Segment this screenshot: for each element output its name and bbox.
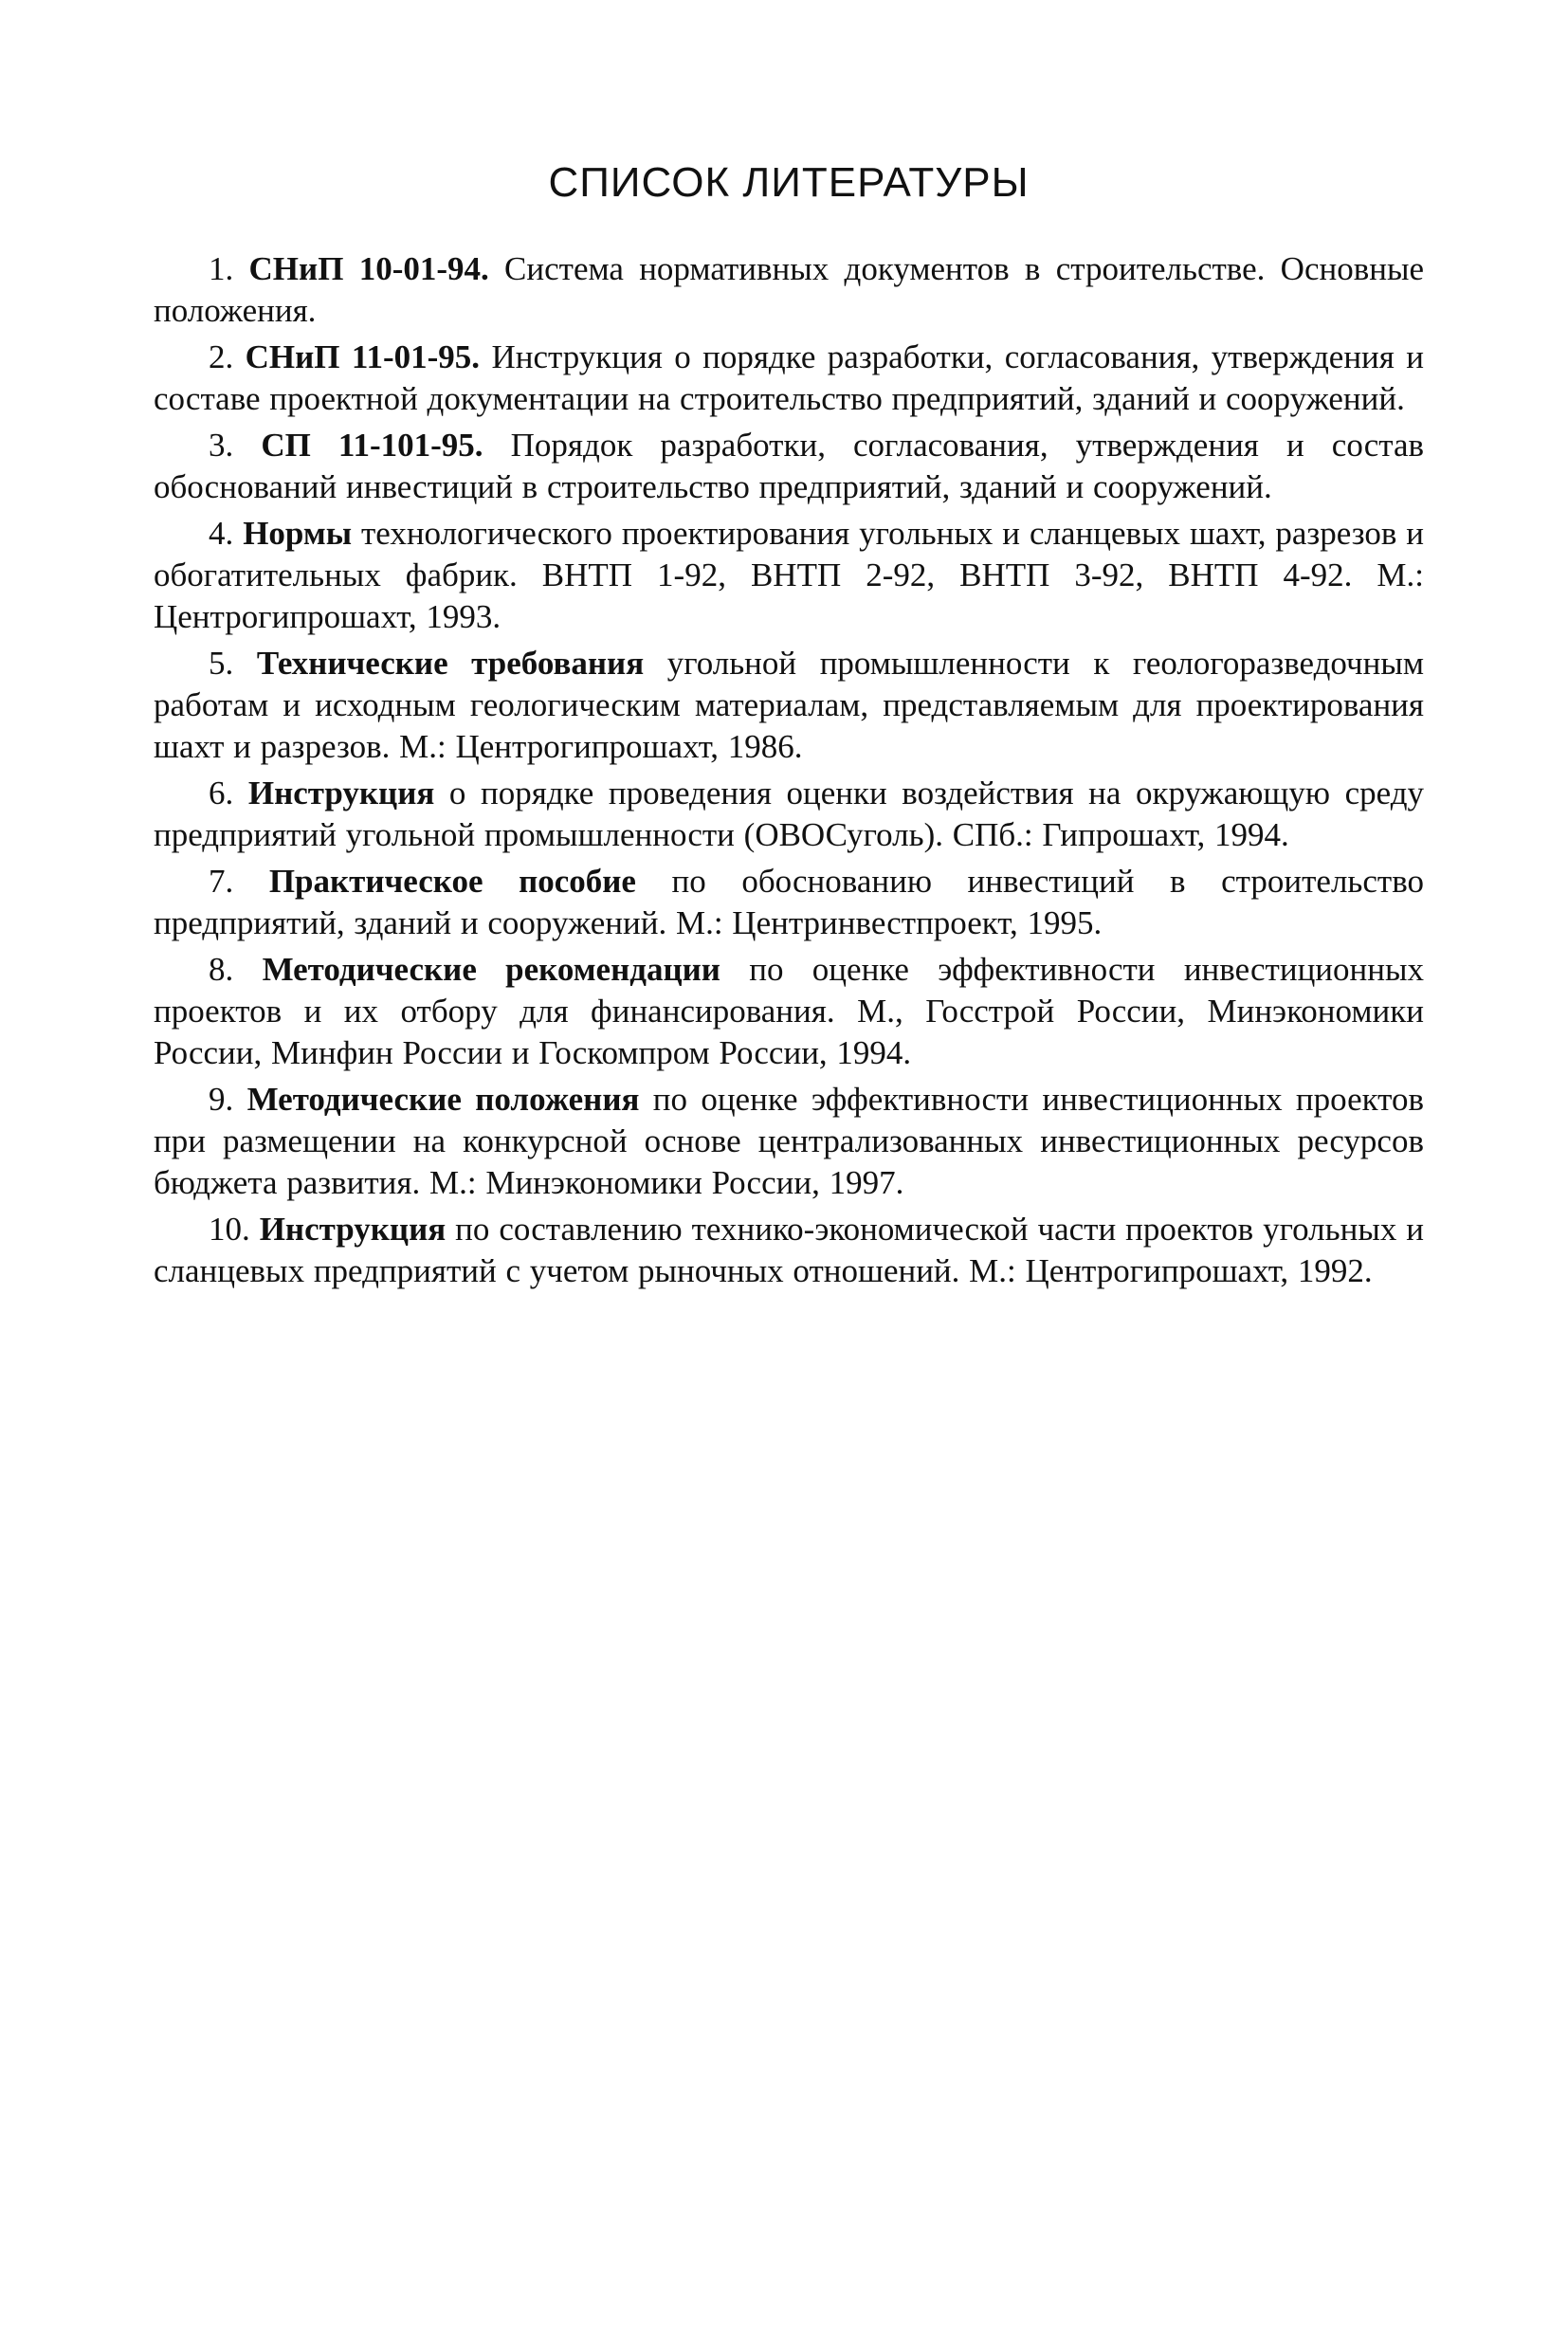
reference-key: Инструкция xyxy=(259,1211,447,1248)
reference-text: по обоснованию инвестиций в строительство предприятий, зданий и сооружений. М.: Центринвестпроект, 1995. xyxy=(154,863,1424,941)
page xyxy=(154,142,1424,1297)
reference-item-9 xyxy=(154,1079,1424,1204)
reference-key: Практическое пособие xyxy=(268,863,636,900)
reference-item-4 xyxy=(154,513,1424,638)
reference-key: СП 11-101-95. xyxy=(261,427,483,464)
reference-text: технологического проектирования угольных и сланцевых шахт, разрезов и обогатительных фабрик. ВНТП 1-92, ВНТП 2-92, ВНТП 3-92, ВНТП 4-92. М.: Центрогипрошахт, 1993. xyxy=(154,515,1425,635)
reference-text: Система нормативных документов в строительстве. Основные положения. xyxy=(154,250,1425,329)
reference-item-6 xyxy=(154,773,1424,856)
reference-key: СНиП 10-01-94. xyxy=(248,250,489,287)
reference-item-10 xyxy=(154,1209,1424,1292)
reference-number: 5. xyxy=(209,645,234,682)
reference-item-3 xyxy=(154,425,1424,508)
reference-text: Инструкция о порядке разработки, согласования, утверждения и составе проектной документации на строительство предприятий, зданий и сооружений. xyxy=(154,338,1425,417)
reference-item-8 xyxy=(154,949,1424,1074)
reference-item-5 xyxy=(154,643,1424,768)
reference-key: Технические требования xyxy=(256,645,645,682)
reference-number: 2. xyxy=(209,338,234,375)
reference-item-7 xyxy=(154,861,1424,944)
reference-text: по составлению технико-экономической части проектов угольных и сланцевых предприятий с учетом рыночных отношений. М.: Центрогипрошахт, 1992. xyxy=(154,1211,1425,1289)
reference-number: 9. xyxy=(209,1081,234,1118)
reference-key: Методические положения xyxy=(246,1081,640,1118)
reference-text: угольной промышленности к геологоразведочным работам и исходным геологическим материалам, представляемым для проектирования шахт и разрезов. М.: Центрогипрошахт, 1986. xyxy=(154,645,1424,765)
reference-number: 10. xyxy=(209,1211,250,1248)
reference-key: Инструкция xyxy=(247,775,435,811)
reference-item-1 xyxy=(154,248,1424,332)
reference-key: СНиП 11-01-95. xyxy=(245,338,481,375)
reference-text: о порядке проведения оценки воздействия на окружающую среду предприятий угольной промышленности (ОВОСуголь). СПб.: Гипрошахт, 1994. xyxy=(154,775,1425,853)
reference-number: 7. xyxy=(209,863,234,900)
reference-number: 4. xyxy=(209,515,234,552)
reference-number: 3. xyxy=(209,427,234,464)
reference-text: по оценке эффективности инвестиционных проектов и их отбору для финансирования. М., Госстрой России, Минэкономики России, Минфин России и Госкомпром России, 1994. xyxy=(154,951,1425,1071)
reference-list xyxy=(154,248,1424,1292)
reference-key: Методические рекомендации xyxy=(262,951,720,988)
reference-number: 1. xyxy=(209,250,234,287)
reference-key: Нормы xyxy=(243,515,353,552)
reference-number: 8. xyxy=(209,951,234,988)
page-title: СПИСОК ЛИТЕРАТУРЫ xyxy=(548,159,1030,206)
reference-item-2 xyxy=(154,337,1424,420)
reference-number: 6. xyxy=(209,775,234,811)
reference-text: Порядок разработки, согласования, утверждения и состав обоснований инвестиций в строительство предприятий, зданий и сооружений. xyxy=(154,427,1425,505)
reference-text: по оценке эффективности инвестиционных проектов при размещении на конкурсной основе централизованных инвестиционных ресурсов бюджета развития. М.: Минэкономики России, 1997. xyxy=(154,1081,1425,1201)
